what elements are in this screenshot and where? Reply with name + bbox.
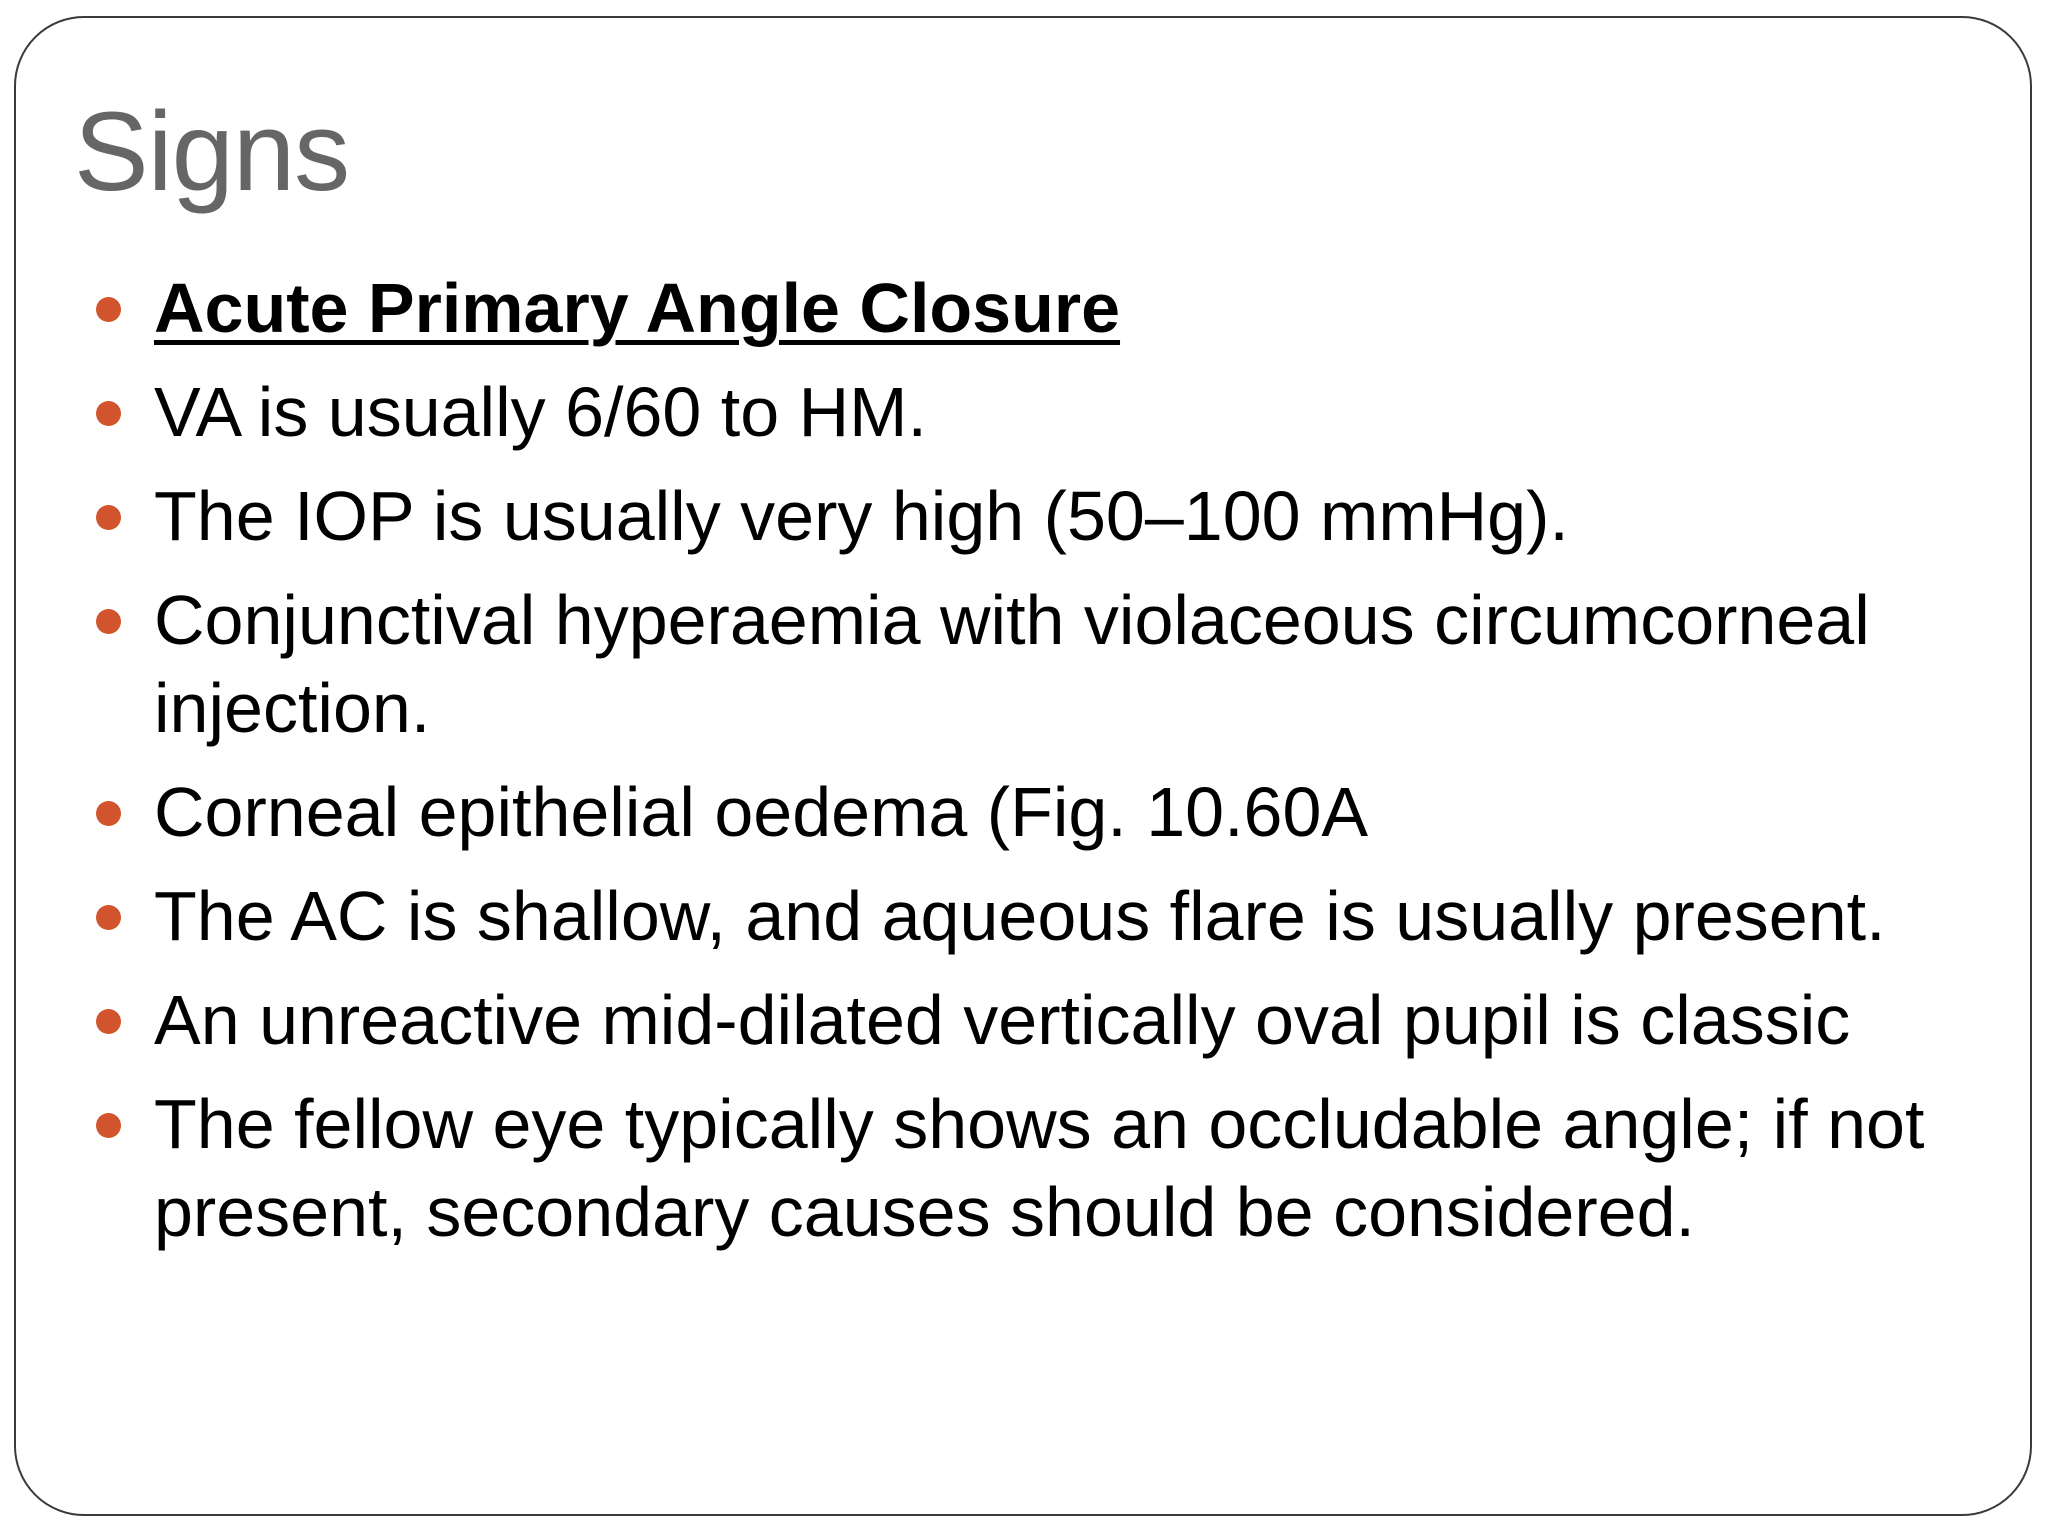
bullet-text: The IOP is usually very high (50–100 mmHg). <box>154 477 1569 555</box>
bullet-dot-icon <box>96 609 121 634</box>
bullet-text: Corneal epithelial oedema (Fig. 10.60A <box>154 773 1369 851</box>
bullet-item <box>16 1080 2016 1256</box>
bullet-text: The AC is shallow, and aqueous flare is usually present. <box>154 877 1886 955</box>
bullet-text: Conjunctival hyperaemia with violaceous circumcorneal injection. <box>154 581 1870 747</box>
bullet-item <box>16 976 2016 1064</box>
bullet-list <box>16 264 2016 1272</box>
bullet-dot-icon <box>96 401 121 426</box>
bullet-item <box>16 368 2016 456</box>
bullet-text: VA is usually 6/60 to HM. <box>154 373 927 451</box>
bullet-dot-icon <box>96 905 121 930</box>
bullet-text: The fellow eye typically shows an occludable angle; if not present, secondary causes should be considered. <box>154 1085 1925 1251</box>
bullet-dot-icon <box>96 1113 121 1138</box>
slide-title: Signs <box>74 89 350 214</box>
bullet-item <box>16 768 2016 856</box>
bullet-dot-icon <box>96 1009 121 1034</box>
slide-frame <box>14 16 2032 1516</box>
bullet-item <box>16 576 2016 752</box>
bullet-heading-text: Acute Primary Angle Closure <box>154 269 1121 347</box>
bullet-item <box>16 872 2016 960</box>
bullet-dot-icon <box>96 505 121 530</box>
bullet-text: An unreactive mid-dilated vertically oval pupil is classic <box>154 981 1851 1059</box>
bullet-dot-icon <box>96 297 121 322</box>
bullet-item <box>16 472 2016 560</box>
bullet-item <box>16 264 2016 352</box>
bullet-dot-icon <box>96 801 121 826</box>
